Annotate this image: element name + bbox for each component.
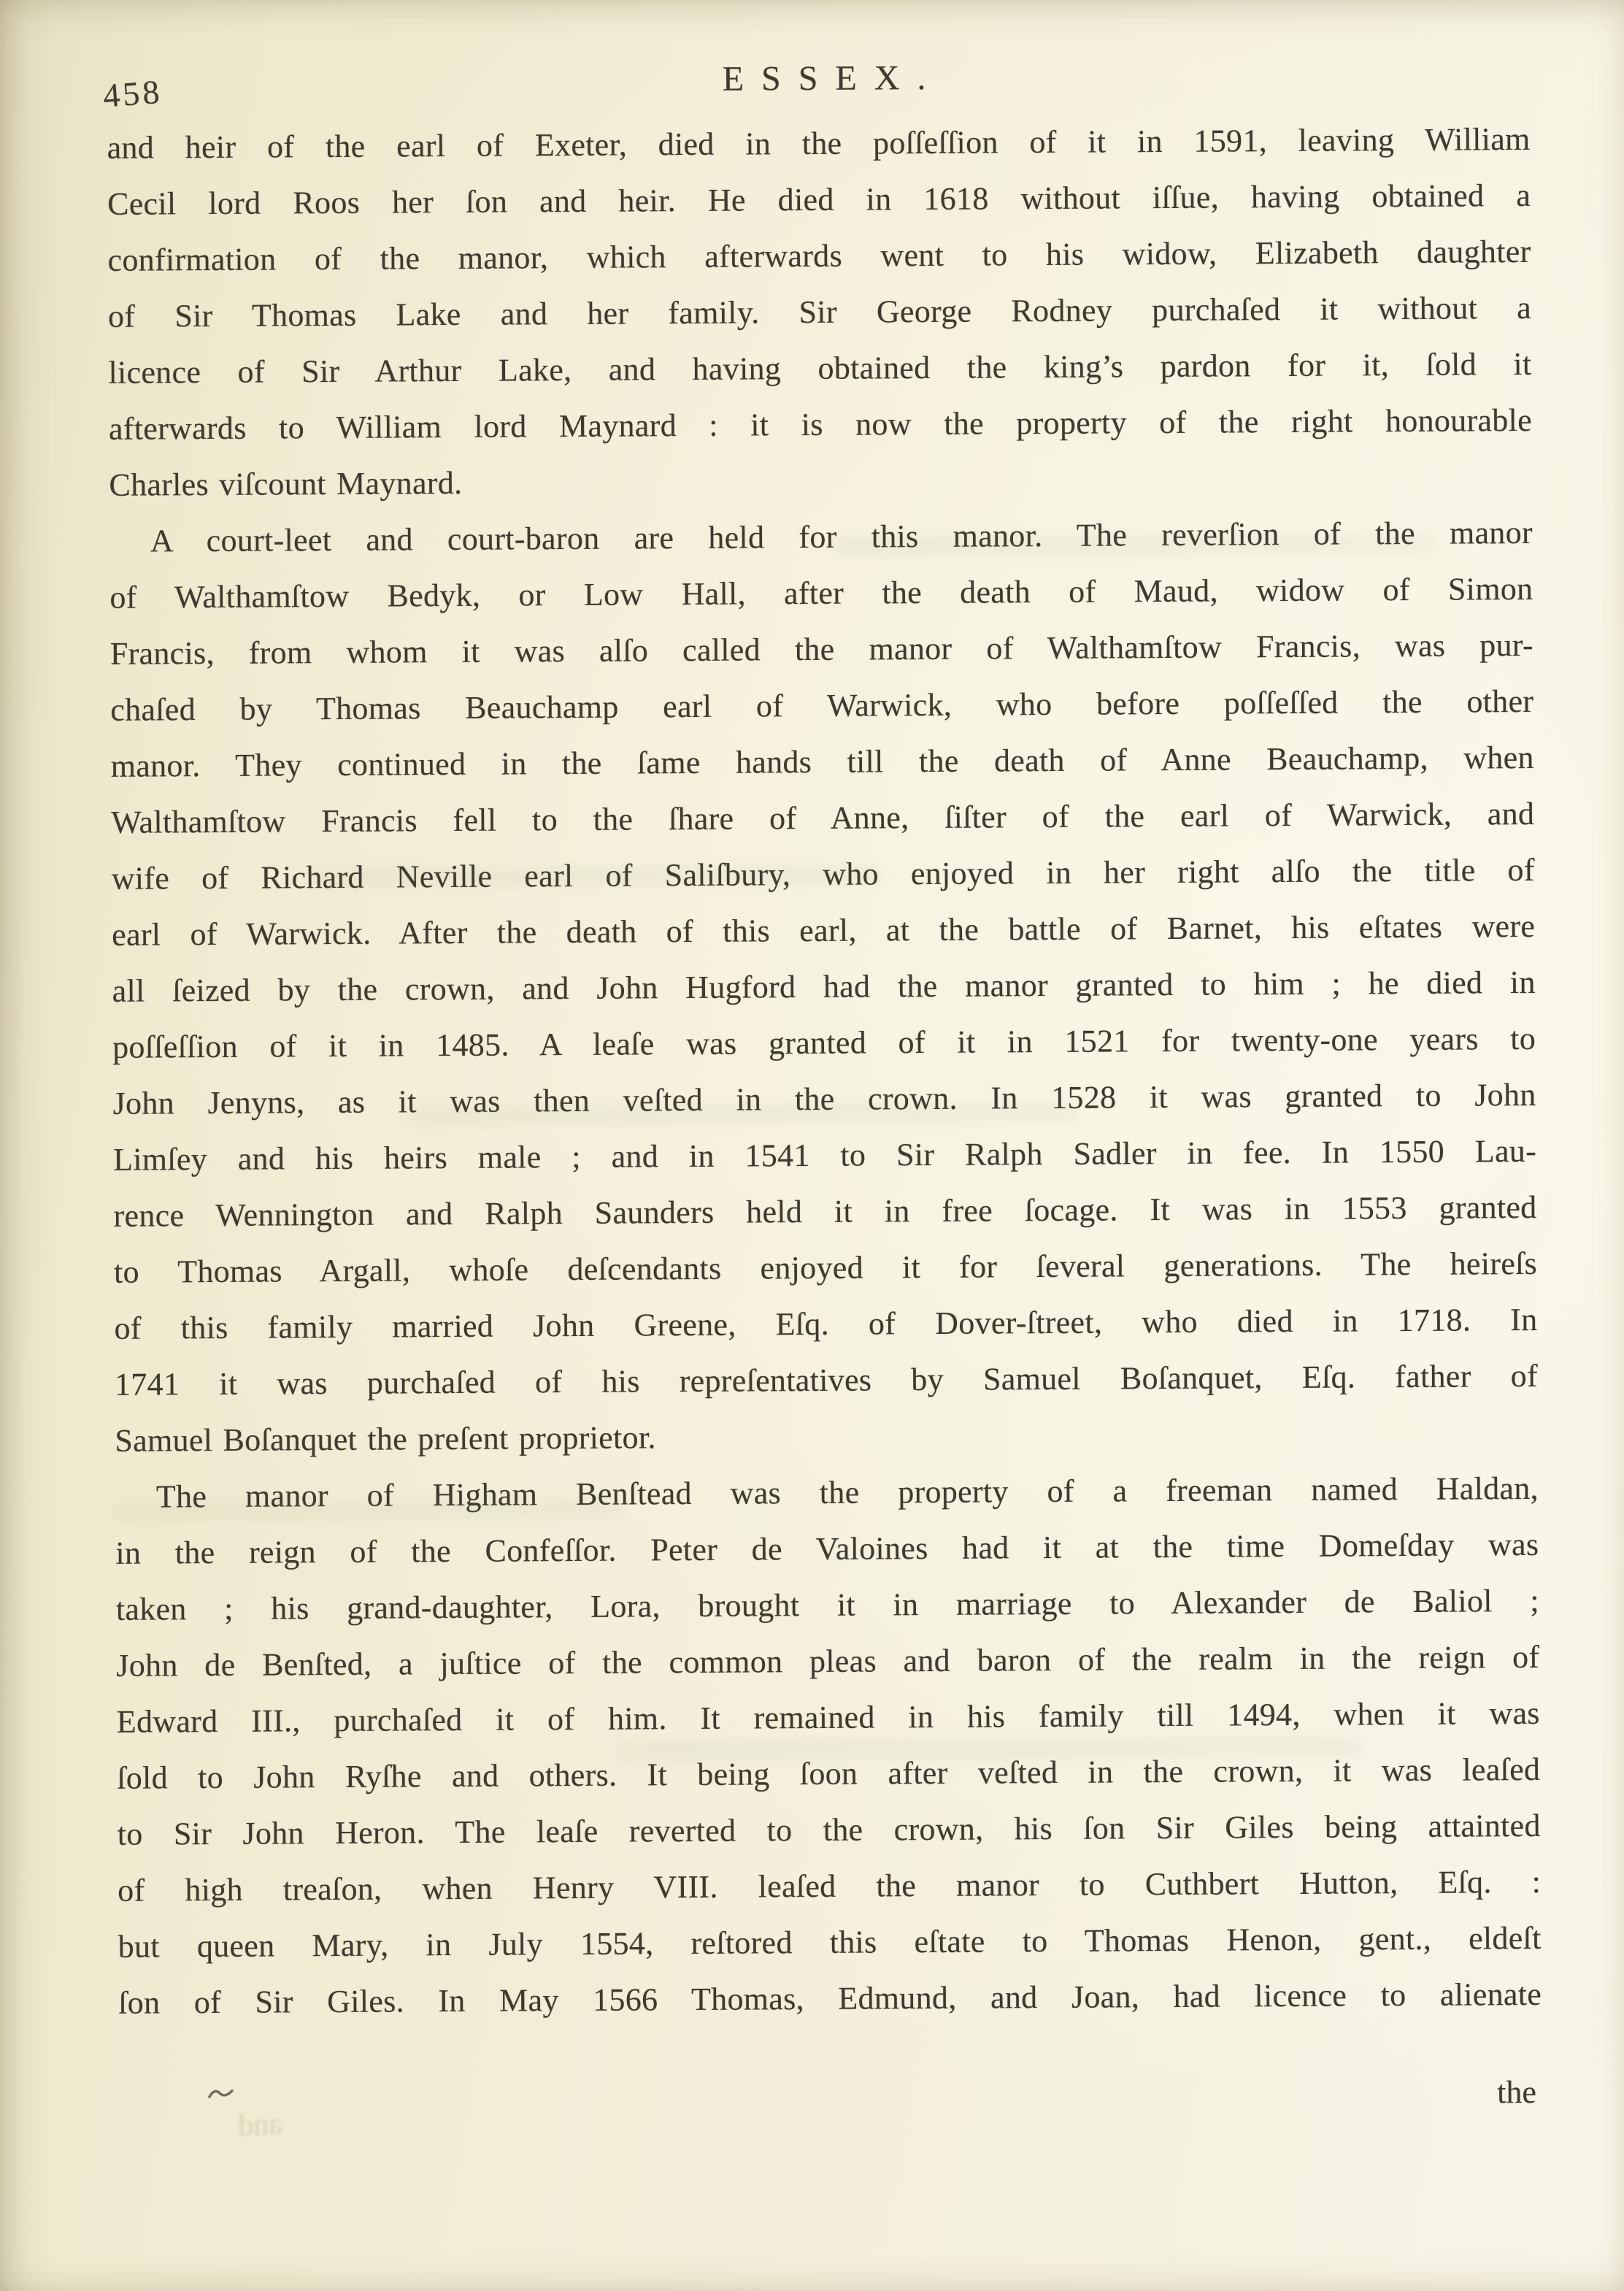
text-line: Limſey and his heirs male ; and in 1541 to Sir Ralph Sadler in fee. In 1550 Lau- xyxy=(112,1132,1537,1178)
text-line: but queen Mary, in July 1554, reſtored this eſtate to Thomas Henon, gent., eldeſt xyxy=(118,1919,1542,1965)
page-number: 458 xyxy=(101,72,163,115)
text-line: Francis, from whom it was alſo called the manor of Walthamſtow Francis, was pur- xyxy=(109,626,1533,672)
text-line: chaſed by Thomas Beauchamp earl of Warwick, who before poſſeſſed the other xyxy=(110,683,1534,728)
text-line: manor. They continued in the ſame hands till the death of Anne Beauchamp, when xyxy=(110,739,1534,784)
text-line: and heir of the earl of Exeter, died in the poſſeſſion of it in 1591, leaving William xyxy=(107,120,1531,166)
text-line: ſon of Sir Giles. In May 1566 Thomas, Edmund, and Joan, had licence to alienate xyxy=(118,1976,1542,2021)
text-line: taken ; his grand-daughter, Lora, brought it in marriage to Alexander de Baliol ; xyxy=(115,1582,1539,1627)
text-line: 1741 it was purchaſed of his repreſentatives by Samuel Boſanquet, Eſq. father of xyxy=(114,1357,1539,1402)
running-head: ESSEX. xyxy=(722,58,944,99)
text-line: of Walthamſtow Bedyk, or Low Hall, after the death of Maud, widow of Simon xyxy=(109,570,1533,615)
text-line: Cecil lord Roos her ſon and heir. He died in 1618 without iſſue, having obtained a xyxy=(107,177,1531,222)
text-line: A court-leet and court-baron are held for this manor. The reverſion of the manor xyxy=(150,514,1533,559)
text-line: of Sir Thomas Lake and her family. Sir George Rodney purchaſed it without a xyxy=(107,289,1532,334)
ink-squiggle-mark xyxy=(207,2086,235,2102)
text-line: confirmation of the manor, which afterwards went to his widow, Elizabeth daughter xyxy=(107,233,1531,278)
text-line: of this family married John Greene, Eſq. of Dover-ſtreet, who died in 1718. In xyxy=(114,1301,1538,1346)
text-line: in the reign of the Confeſſor. Peter de Valoines had it at the time Domeſday was xyxy=(115,1526,1539,1571)
text-line: Edward III., purchaſed it of him. It remained in his family till 1494, when it was xyxy=(116,1695,1540,1740)
text-line: of high treaſon, when Henry VIII. leaſed the manor to Cuthbert Hutton, Eſq. : xyxy=(118,1863,1542,1908)
text-line: to Thomas Argall, whoſe deſcendants enjoyed it for ſeveral generations. The heireſs xyxy=(113,1245,1538,1290)
catchword: the xyxy=(1497,2073,1537,2111)
text-line: ſold to John Ryſhe and others. It being ſoon after veſted in the crown, it was leaſed xyxy=(117,1751,1541,1796)
text-line: licence of Sir Arthur Lake, and having obtained the king’s pardon for it, ſold it xyxy=(108,345,1532,391)
text-line: afterwards to William lord Maynard : it is now the property of the right honourable xyxy=(108,402,1533,447)
text-line: John de Benſted, a juſtice of the common pleas and baron of the realm in the reign of xyxy=(116,1638,1540,1684)
text-line: earl of Warwick. After the death of this earl, at the battle of Barnet, his eſtates were xyxy=(112,907,1536,953)
text-line: The manor of Higham Benſtead was the property of a freeman named Haldan, xyxy=(155,1470,1539,1515)
text-line: John Jenyns, as it was then veſted in the crown. In 1528 it was granted to John xyxy=(112,1076,1536,1121)
text-line: Walthamſtow Francis fell to the ſhare of Anne, ſiſter of the earl of Warwick, and xyxy=(111,795,1535,840)
text-line: Samuel Boſanquet the preſent proprietor. xyxy=(115,1419,656,1459)
show-through-ghost-text: and xyxy=(237,2107,283,2143)
text-line: all ſeized by the crown, and John Hugford had the manor granted to him ; he died in xyxy=(112,964,1536,1009)
body-text-block xyxy=(107,111,1542,2031)
text-line: Charles viſcount Maynard. xyxy=(109,464,463,503)
text-line: wife of Richard Neville earl of Saliſbury, who enjoyed in her right alſo the title of xyxy=(111,851,1535,897)
text-line: to Sir John Heron. The leaſe reverted to the crown, his ſon Sir Giles being attainted xyxy=(117,1807,1541,1852)
text-line: poſſeſſion of it in 1485. A leaſe was granted of it in 1521 for twenty-one years to xyxy=(112,1020,1536,1065)
text-line: rence Wennington and Ralph Saunders held it in free ſocage. It was in 1553 granted xyxy=(113,1189,1537,1234)
